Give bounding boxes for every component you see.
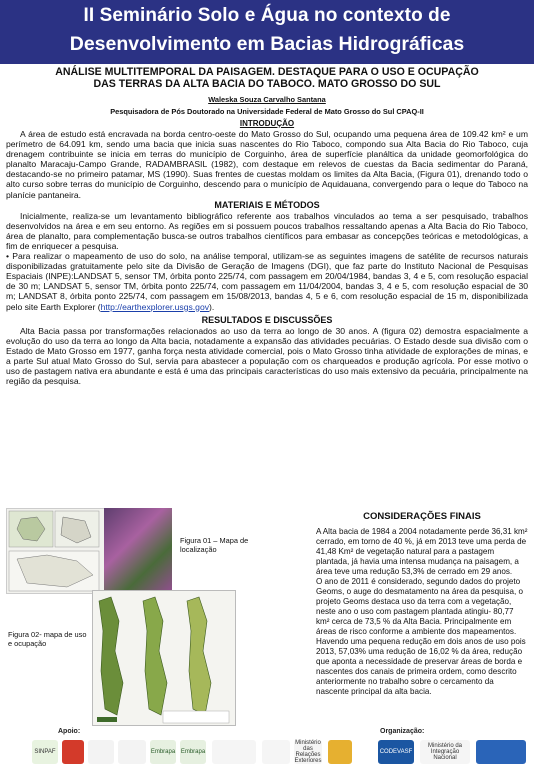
mre-logo: Ministério das Relações Exteriores [294,740,322,764]
methods-bullet-text: • Para realizar o mapeamento de uso do solo, na análise temporal, utilizam-se as seguintes imagens de satélite de recursos naturais disponibilizadas gratuitamente pelo site da Divisão de Geração de Imagens (DGI), que faz parte do Instituto Nacional de Pesquisas Espaciais (INPE):LANDSAT 5, sensor TM, órbita ponto 225/74, com passagem em 20/04/1984, bandas 3, 4 e 5, com resolução espacial de 30 m; LANDSAT 5, sensor TM, órbita ponto 225/74, com passagem em 11/04/2004, bandas 3, 4 e 5, com resolução espacial de 30 m; LANDSAT 8, órbita ponto 225/74, com passagem em 15/08/2013, bandas 4, 5 e 6, com resolução espacial de 15 m, disponibilizada pelo site Earth Explorer ( [6,251,528,312]
poster-content [6,66,528,387]
methods-bullet-end: ). [209,301,215,312]
methods-heading: MATERIAIS E MÉTODOS [214,199,320,210]
results-heading: RESULTADOS E DISCUSSÕES [201,314,333,325]
author-affiliation: Pesquisadora de Pós Doutorado na Universidade Federal de Mato Grosso do Sul CPAQ-II [110,107,424,116]
land-use-map-figure [92,590,236,726]
location-map-graphic [7,509,103,593]
footer [0,726,534,768]
unknown-logo-1 [62,740,84,764]
intro-paragraph: A área de estudo está encravada na borda centro-oeste do Mato Grosso do Sul, ocupando uma pequena área de 109.42 km² e um perímetro de 64.091 km, sendo uma bacia que inicia suas nascentes do Rio Taboco, compondo sua Alta Bacia do Rio Taboco, cuja drenagem contribuinte se inicia em terras do município de Corguinho, área de superfície planáltica da unidade geomorfológica do planalto Maracaju-Campo Grande, RADAMBRASIL (1982), com destaque em relevos de cuestas da Bacia sedimentar do Paraná, destacando-se no primeiro patamar, MS (1990). Suas frentes de cuestas moldam os limites da Alta Bacia, (Figura 01), drenando todo o alto curso sobre terras do município de Corguinho, descendo para o município de Aquidauana, convergendo para o leque do Taboco na planície pantaneira. [6,129,528,200]
methods-paragraph: Inicialmente, realiza-se um levantamento bibliográfico referente aos trabalhos vinculados ao tema a ser pesquisado, trabalhos desenvolvidos na área e em seu entorno. As regiões em si possuem poucos trabalhos ressaltando apenas a Alta Bacia do Rio Taboco, área de planalto, para complementação busca-se outros trabalhos científicos para embasar as concepções teóricas e metodológicas, a fim de enriquecer a pesquisa. [6,210,528,251]
unknown-logo-5 [262,740,290,764]
embrapa-logo-2: Embrapa [180,740,206,764]
paper-title-line1: ANÁLISE MULTITEMPORAL DA PAISAGEM. DESTAQUE PARA O USO E OCUPAÇÃO [55,66,479,78]
conclusions-section [316,512,528,697]
paper-title-line2: DAS TERRAS DA ALTA BACIA DO TABOCO. MATO GROSSO DO SUL [93,78,441,90]
conclusions-heading: CONSIDERAÇÕES FINAIS [363,511,481,522]
unknown-logo-3 [118,740,146,764]
unknown-logo-6 [328,740,352,764]
intro-heading: INTRODUÇÃO [239,119,295,128]
fig2-caption: Figura 02- mapa de uso e ocupação [8,630,87,648]
methods-bullet [6,251,528,312]
embrapa-logo-1: Embrapa [150,740,176,764]
results-paragraph: Alta Bacia passa por transformações relacionados ao uso da terra ao longo de 30 anos. A (figura 02) demostra espacialmente a evolução do uso da terra ao longo da Alta bacia, notadamente a expansão das atividades pecuárias. O Estado desde sua divisão com o Estado de Mato Grosso em 1977, ganha força nesta atividade comercial, pois o Mato Grosso tinha atividade de explorações de minas, e a parte Sul atual Mato Grosso do Sul, servia para abastecer a população com os charqueados e produção agrícola. Por esse motivo o uso de pastagem nativa era abundante e está é uma das principais características do uso mais extensivo da pecuária, principalmente na região da pesquisa. [6,325,528,387]
figures-and-conclusions [6,508,528,726]
banner-title-line1: II Seminário Solo e Água no contexto de [83,5,451,26]
unknown-logo-7 [476,740,526,764]
paper-title [6,66,528,90]
conclusions-paragraph: A Alta bacia de 1984 a 2004 notadamente perde 36,31 km² cerrado, em torno de 40 %, já em 2013 teve uma perda de 41,48 Km² de vegetação natural para a pastagem plantada, já havia uma intensa mudança na paisagem, a área teve uma redução 53,3% de cerrado em 29 anos. O ano de 2011 é considerado, segundo dados do projeto Geoms, o auge do desmatamento na área da pesquisa, o projeto Geoms destaca uso da terra com a vegetação, neste ano o uso com pastagem plantada atingiu- 80,77 km² cerca de 73,5 % da Alta Bacia. Principalmente em áreas de risco conforme a ambiente dos mapeamentos. Havendo uma pequena redução em dois anos de uso pois 2013, 57,03% uma redução de 16,02 % da área, redução que aponta a necessidade de preservar áreas de borda e nascentes dos canais de primeira ordem, como descrito anteriormente no trabalho sobre o cercamento da nascente principal da alta bacia. [316,527,528,696]
earth-explorer-link[interactable]: http://earthexplorer.usgs.gov [100,301,210,312]
author-name: Waleska Souza Carvalho Santana [208,95,326,104]
codevasf-logo: CODEVASF [378,740,414,764]
fig1-caption: Figura 01 – Mapa de localização [180,536,249,554]
unknown-logo-4 [212,740,256,764]
banner-title-line2: Desenvolvimento em Bacias Hidrográficas [69,33,465,55]
land-use-map-graphic [93,591,235,725]
mi-logo: Ministério da Integração Nacional [420,740,470,764]
unknown-logo-2 [88,740,114,764]
organization-label: Organização: [380,728,425,735]
support-label: Apoio: [58,728,81,735]
satellite-image-figure [104,508,172,590]
banner [0,0,534,64]
sinpaf-logo: SINPAF [32,740,58,764]
